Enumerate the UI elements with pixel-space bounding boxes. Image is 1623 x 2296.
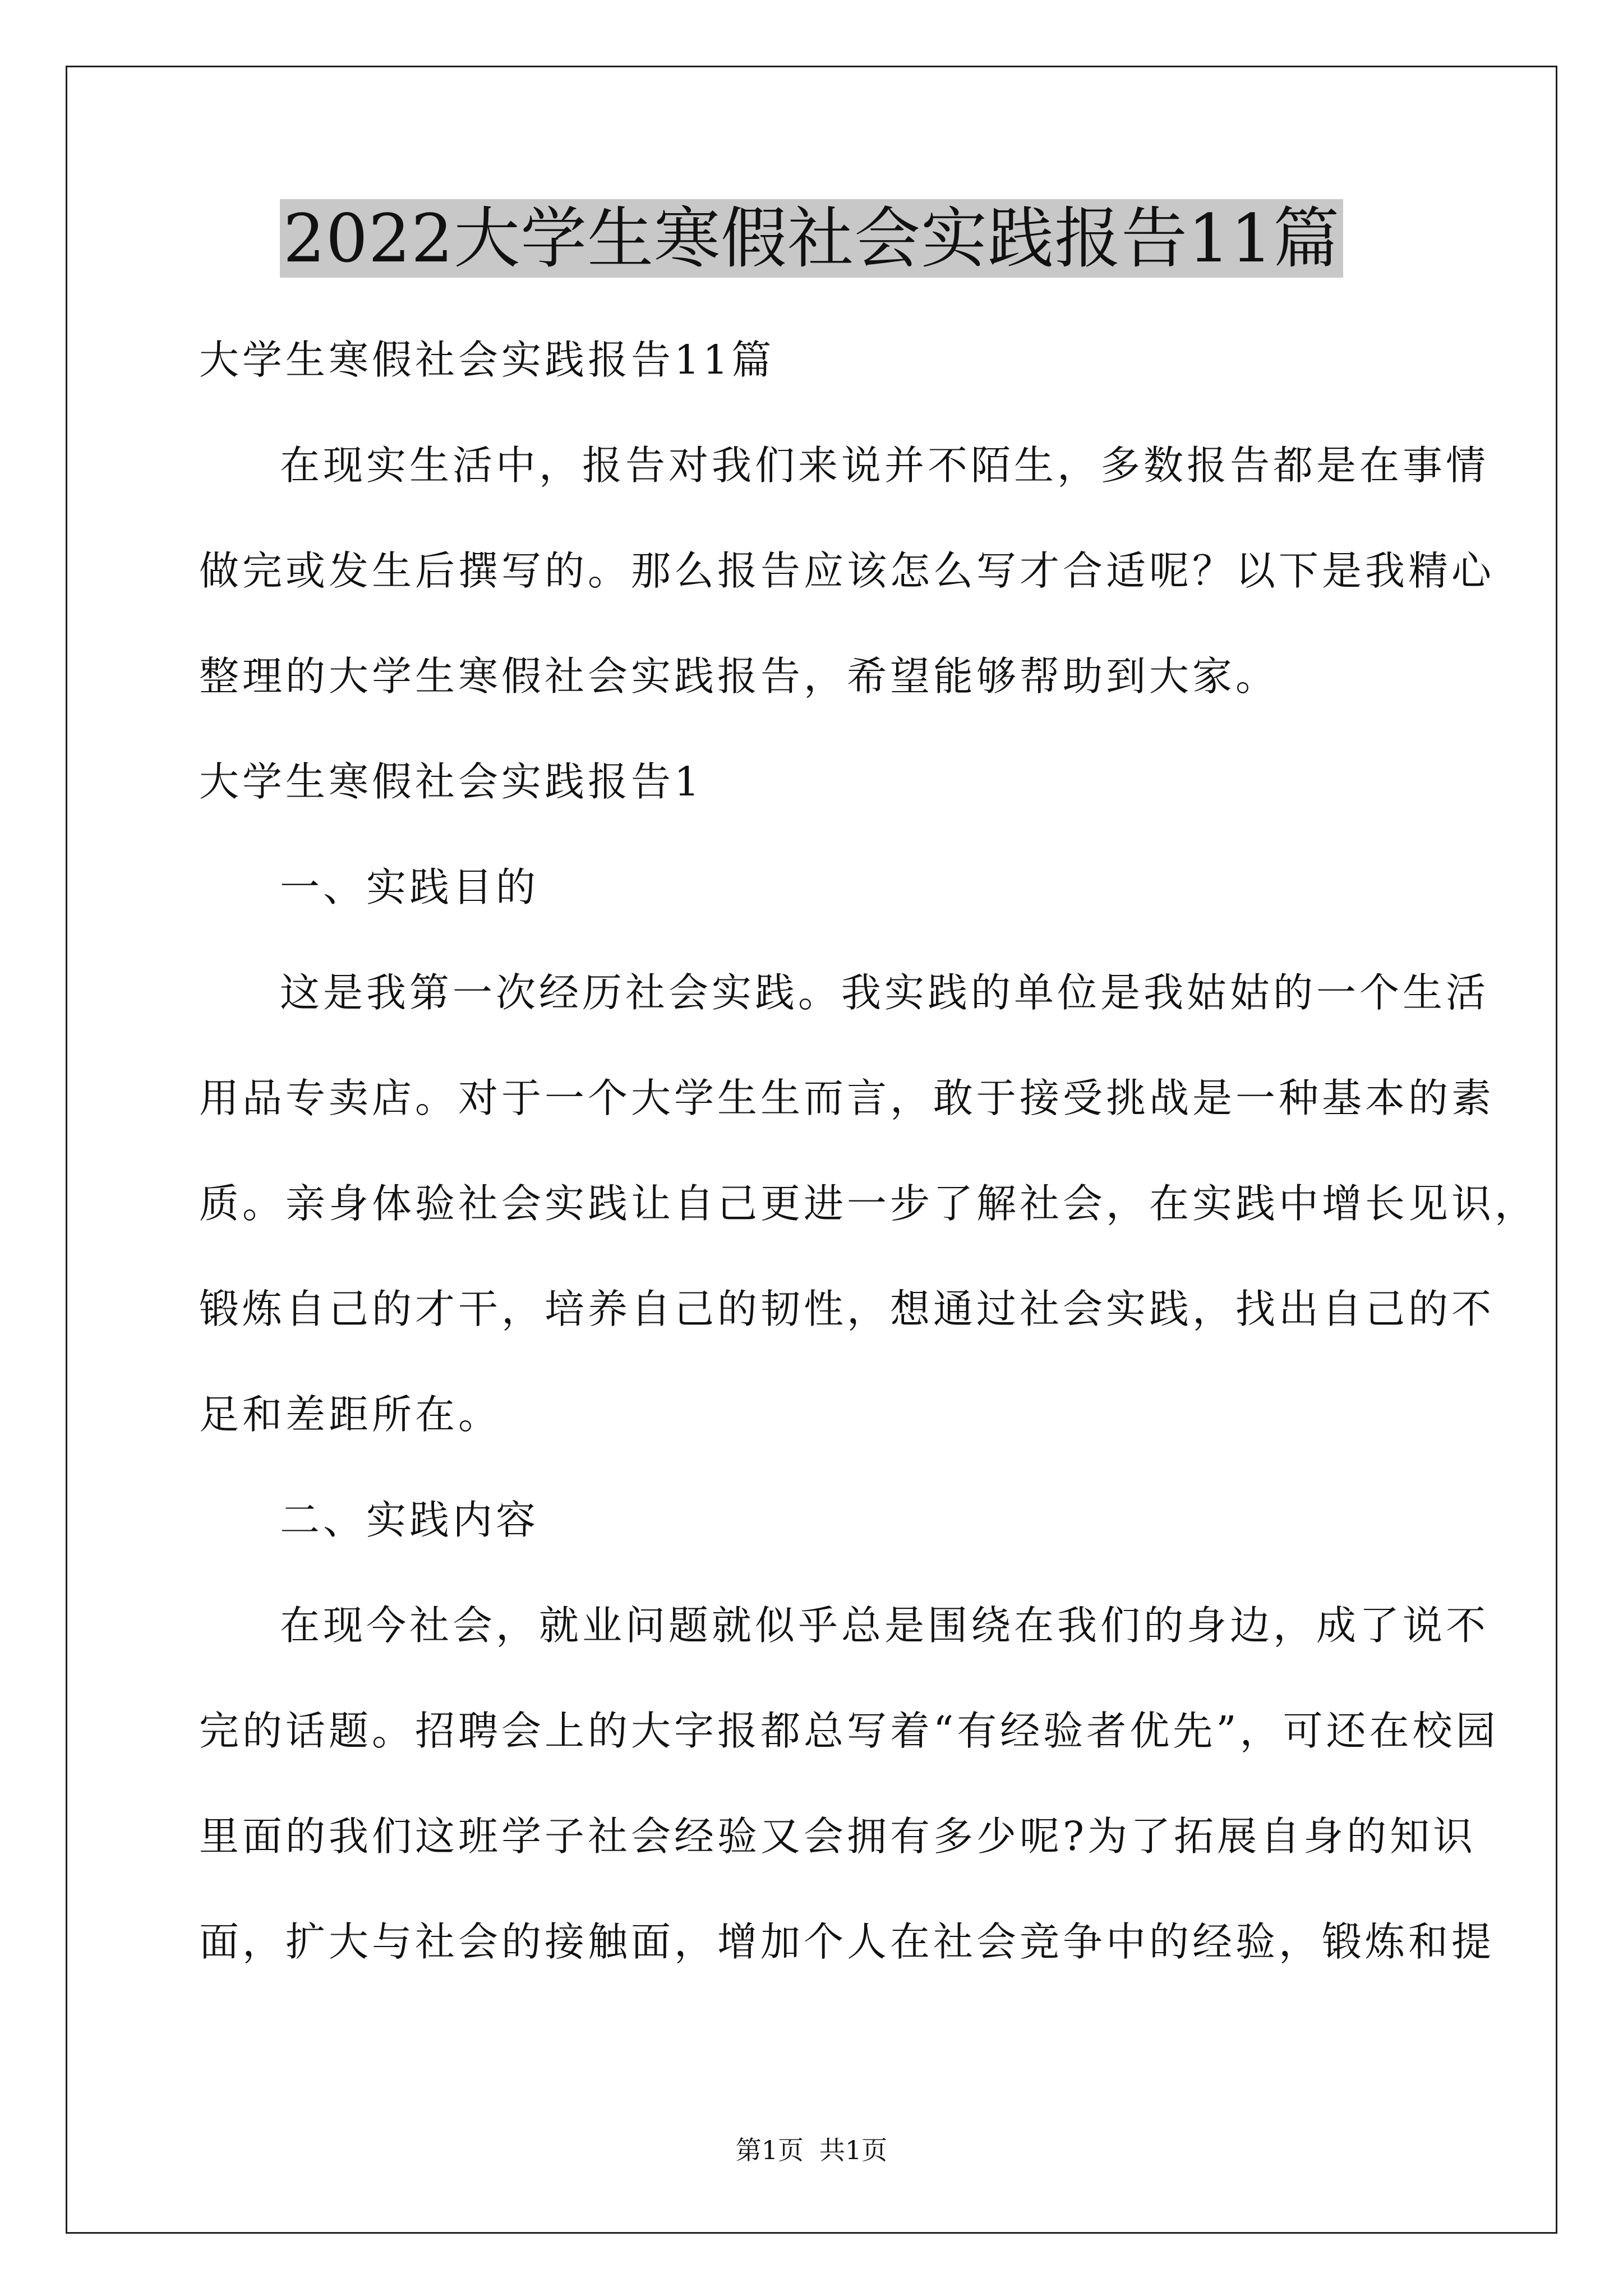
body-line: 用品专卖店。对于一个大学生生而言，敢于接受挑战是一种基本的素 xyxy=(199,1075,1495,1121)
document-title: 2022大学生寒假社会实践报告11篇 xyxy=(280,199,1343,278)
section-heading: 大学生寒假社会实践报告1 xyxy=(199,758,703,805)
body-line: 质。亲身体验社会实践让自己更进一步了解社会，在实践中增长见识， xyxy=(199,1180,1538,1227)
body-line: 足和差距所在。 xyxy=(199,1391,502,1438)
body-line: 锻炼自己的才干，培养自己的韧性，想通过社会实践，找出自己的不 xyxy=(199,1286,1495,1332)
page-footer xyxy=(0,2133,1623,2167)
body-line: 里面的我们这班学子社会经验又会拥有多少呢?为了拓展自身的知识 xyxy=(199,1813,1477,1860)
page-number-current: 第1页 xyxy=(735,2135,804,2165)
page-number-total: 共1页 xyxy=(819,2135,888,2165)
body-line: 这是我第一次经历社会实践。我实践的单位是我姑姑的一个生活 xyxy=(280,969,1490,1016)
title-container xyxy=(0,199,1623,278)
body-line: 大学生寒假社会实践报告11篇 xyxy=(199,337,775,383)
sub-heading: 一、实践目的 xyxy=(280,864,540,910)
body-line: 在现实生活中，报告对我们来说并不陌生，多数报告都是在事情 xyxy=(280,442,1490,489)
body-line: 整理的大学生寒假社会实践报告，希望能够帮助到大家。 xyxy=(199,653,1279,700)
body-line: 面，扩大与社会的接触面，增加个人在社会竞争中的经验，锻炼和提 xyxy=(199,1918,1495,1965)
body-line: 在现今社会，就业问题就似乎总是围绕在我们的身边，成了说不 xyxy=(280,1602,1490,1649)
document-body xyxy=(199,307,1538,1995)
sub-heading: 二、实践内容 xyxy=(280,1497,540,1543)
body-line: 做完或发生后撰写的。那么报告应该怎么写才合适呢？以下是我精心 xyxy=(199,547,1495,594)
body-line: 完的话题。招聘会上的大字报都总写着“有经验者优先”，可还在校园 xyxy=(199,1708,1499,1754)
